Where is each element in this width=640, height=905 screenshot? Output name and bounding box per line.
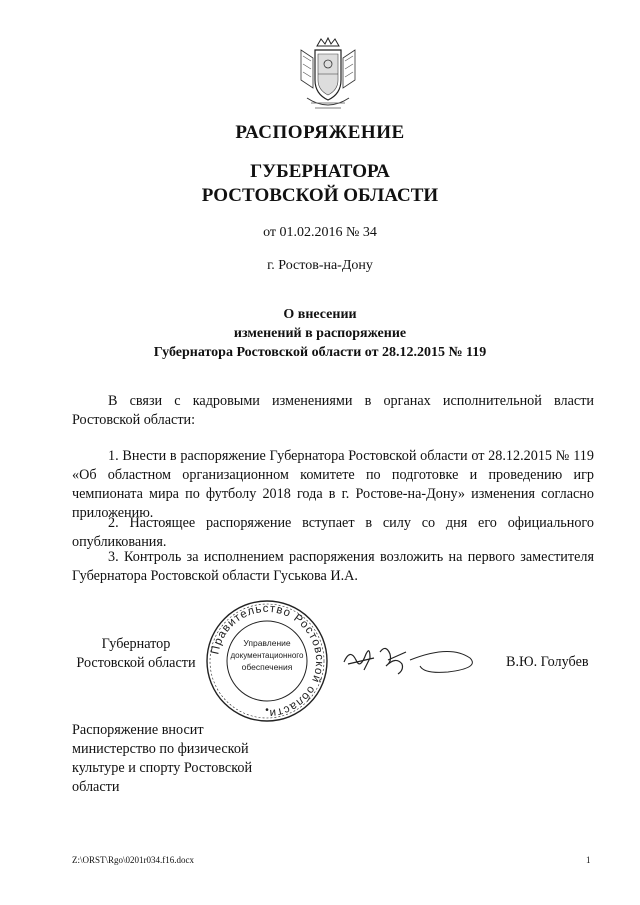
document-city: г. Ростов-на-Дону <box>267 258 373 273</box>
footer-page-number: 1 <box>586 855 591 865</box>
note-line-4: области <box>72 779 120 795</box>
intro-paragraph: В связи с кадровыми изменениями в органах исполнительной власти Ростовской области: <box>72 393 594 428</box>
handwritten-signature-icon <box>340 640 490 680</box>
note-line-1: Распоряжение вносит <box>72 722 204 738</box>
issuer-line-1: ГУБЕРНАТОРА <box>250 161 390 182</box>
note-line-2: министерство по физической <box>72 741 249 757</box>
signer-position-line-2: Ростовской области <box>76 655 196 671</box>
seal-outer-text: Правительство Ростовской области <box>209 602 326 720</box>
signer-position-line-1: Губернатор <box>101 636 171 652</box>
item-2-paragraph: 2. Настоящее распоряжение вступает в силу со дня его официального опубликования. <box>72 515 594 550</box>
subject-line-1: О внесении <box>283 307 357 322</box>
note-line-3: культуре и спорту Ростовской <box>72 760 253 776</box>
item-1-paragraph: 1. Внести в распоряжение Губернатора Ростовской области от 28.12.2015 № 119 «Об областном организационном комитете по подготовке и проведению игр чемпионата мира по футболу 2018 года в г. Ростове-на-Дону» изменения согласно приложению. <box>72 448 594 521</box>
document-type-title: РАСПОРЯЖЕНИЕ <box>235 122 405 143</box>
document-subject <box>0 305 640 362</box>
seal-inner-line-2: документационного <box>230 651 304 660</box>
issuer-title <box>0 160 640 208</box>
issuer-line-2: РОСТОВСКОЙ ОБЛАСТИ <box>201 185 439 206</box>
footer-file-path: Z:\ORST\Rgo\0201r034.f16.docx <box>72 855 194 865</box>
signer-name: В.Ю. Голубев <box>506 654 589 670</box>
seal-inner-line-3: обеспечения <box>241 662 293 672</box>
official-seal-icon <box>203 597 331 725</box>
submitter-note <box>72 721 292 797</box>
seal-inner-line-1: Управление <box>243 638 291 648</box>
subject-line-2: изменений в распоряжение <box>233 326 407 341</box>
document-date-number: от 01.02.2016 № 34 <box>263 225 377 240</box>
item-3-paragraph: 3. Контроль за исполнением распоряжения возложить на первого заместителя Губернатора Ростовской области Гуськова И.А. <box>72 549 594 584</box>
coat-of-arms-icon <box>293 36 363 116</box>
subject-line-3: Губернатора Ростовской области от 28.12.2015 № 119 <box>153 345 487 360</box>
svg-text:•: • <box>265 705 269 716</box>
signer-position <box>66 635 206 673</box>
